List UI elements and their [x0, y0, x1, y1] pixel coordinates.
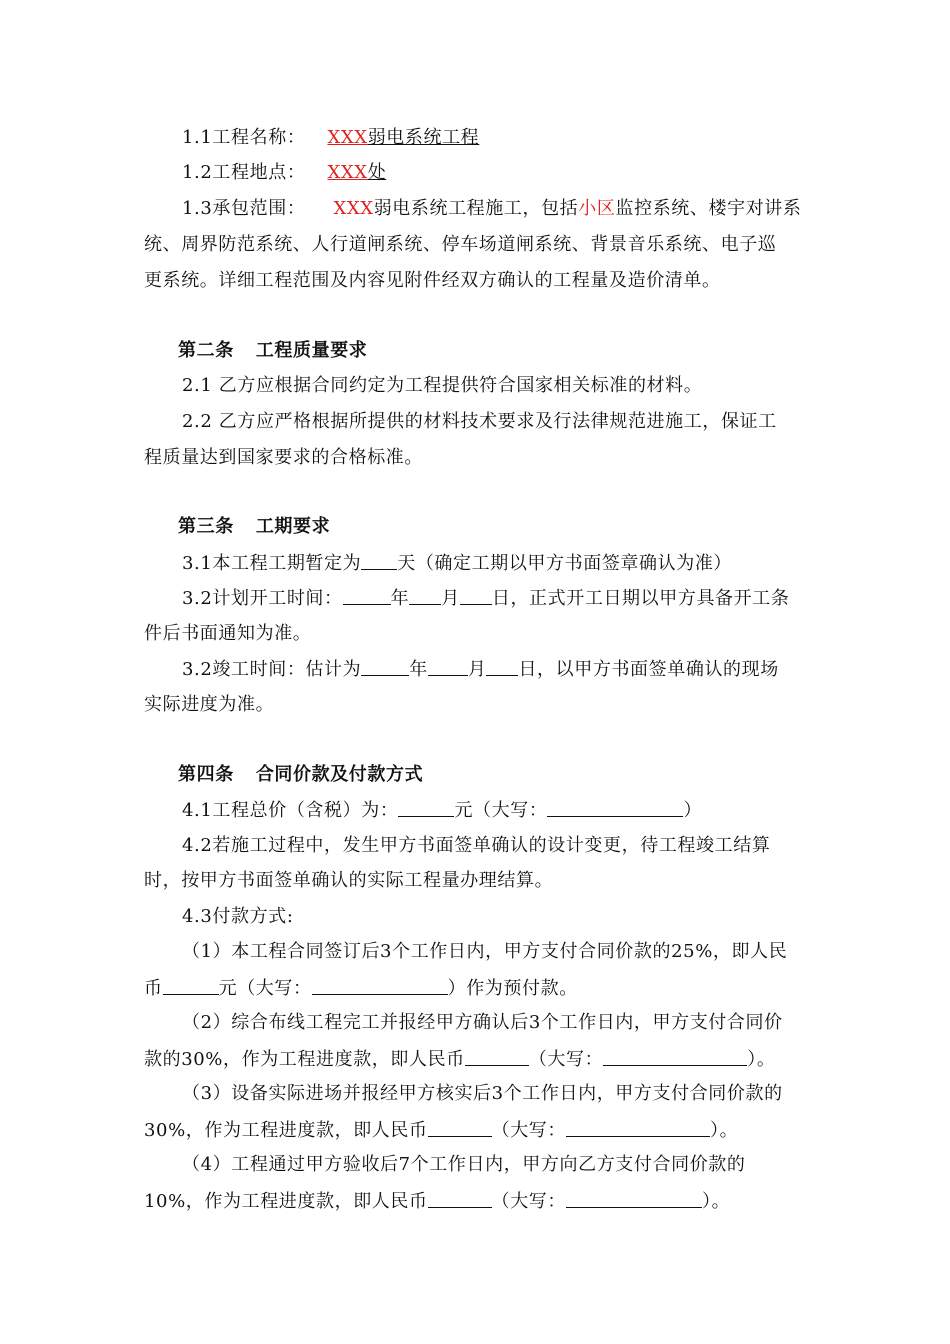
- payment-1-line-2: [144, 976, 578, 1001]
- payment-2-line-1: （2）综合布线工程完工并报经甲方确认后3个工作日内，甲方支付合同价: [182, 1012, 783, 1033]
- payment-4-words-blank: [566, 1189, 702, 1208]
- completion-day-text: 日，以甲方书面签单确认的现场: [518, 659, 779, 680]
- project-name-line: [182, 126, 479, 150]
- clause-2-2-line-1: 2.2 乙方应严格根据所提供的材料技术要求及行法律规范进施工，保证工: [182, 411, 777, 432]
- article-3-number: 第三条: [178, 516, 234, 537]
- scope-text-a: 弱电系统工程施工，包括: [373, 198, 579, 219]
- project-location-label: 1.2工程地点：: [182, 162, 306, 183]
- clause-3-3-line-2: 实际进度为准。: [144, 694, 275, 715]
- payment-1-line-1: （1）本工程合同签订后3个工作日内，甲方支付合同价款的25%，即人民: [182, 941, 788, 962]
- start-month-unit: 月: [441, 588, 460, 609]
- scope-text-b: 监控系统、楼宇对讲系: [615, 198, 802, 219]
- project-location-placeholder: XXX: [327, 162, 368, 183]
- article-3-title: 工期要求: [255, 516, 331, 537]
- completion-year-unit: 年: [409, 659, 428, 680]
- start-time-label: 3.2计划开工时间：: [182, 588, 343, 609]
- payment-3-line-1: （3）设备实际进场并报经甲方核实后3个工作日内，甲方支付合同价款的: [182, 1083, 783, 1104]
- scope-line-3: 更系统。详细工程范围及内容见附件经双方确认的工程量及造价清单。: [144, 270, 721, 291]
- total-price-blank: [398, 798, 454, 817]
- payment-4-text: 10%，作为工程进度款，即人民币: [144, 1191, 428, 1212]
- payment-2-text: 款的30%，作为工程进度款，即人民币: [144, 1049, 465, 1070]
- duration-days-blank: [361, 551, 397, 570]
- clause-4-3: 4.3付款方式:: [182, 906, 294, 927]
- payment-3-amount-blank: [428, 1118, 492, 1137]
- clause-4-2-line-1: 4.2若施工过程中，发生甲方书面签单确认的设计变更，待工程竣工结算: [182, 835, 771, 856]
- payment-3-line-2: [144, 1118, 738, 1143]
- clause-3-1-text-b: 天（确定工期以甲方书面签章确认为准）: [397, 553, 733, 574]
- completion-time-label: 3.2竣工时间：估计为: [182, 659, 362, 680]
- payment-1-suffix: ）作为预付款。: [447, 978, 578, 999]
- payment-3-words-blank: [566, 1118, 710, 1137]
- project-name-placeholder: XXX: [327, 127, 368, 148]
- payment-4-line-1: （4）工程通过甲方验收后7个工作日内，甲方向乙方支付合同价款的: [182, 1154, 746, 1175]
- payment-1-amount-blank: [163, 976, 219, 995]
- total-price-label: 4.1工程总价（含税）为：: [182, 800, 399, 821]
- payment-3-text: 30%，作为工程进度款，即人民币: [144, 1120, 428, 1141]
- clause-2-1: 2.1 乙方应根据合同约定为工程提供符合国家相关标准的材料。: [182, 375, 703, 396]
- start-month-blank: [409, 586, 441, 605]
- payment-4-amount-blank: [428, 1189, 492, 1208]
- start-year-blank: [343, 586, 391, 605]
- payment-2-amount-blank: [465, 1047, 529, 1066]
- article-2-title: 工程质量要求: [255, 340, 368, 361]
- completion-year-blank: [361, 657, 409, 676]
- clause-2-2-line-2: 程质量达到国家要求的合格标准。: [144, 447, 423, 468]
- article-2-number: 第二条: [178, 340, 234, 361]
- payment-1-words-blank: [312, 976, 448, 995]
- payment-4-line-2: [144, 1189, 730, 1214]
- completion-month-blank: [428, 657, 468, 676]
- total-price-words-blank: [547, 798, 683, 817]
- payment-4-suffix: ）。: [702, 1191, 731, 1212]
- scope-placeholder: XXX: [333, 198, 374, 219]
- scope-line-2: 统、周界防范系统、人行道闸系统、停车场道闸系统、背景音乐系统、电子巡: [144, 234, 777, 255]
- payment-3-words-label: （大写：: [491, 1120, 567, 1141]
- total-price-close: ）: [683, 800, 703, 821]
- payment-2-suffix: ）。: [747, 1049, 776, 1070]
- project-name-label: 1.1工程名称：: [182, 127, 306, 148]
- clause-3-2-line-1: [182, 586, 789, 611]
- article-3-heading: [178, 515, 330, 539]
- payment-2-words-label: （大写：: [528, 1049, 604, 1070]
- completion-month-unit: 月: [467, 659, 487, 680]
- payment-3-suffix: ）。: [710, 1120, 739, 1141]
- start-day-blank: [460, 586, 492, 605]
- clause-4-2-line-2: 时，按甲方书面签单确认的实际工程量办理结算。: [144, 870, 554, 891]
- article-2-heading: [178, 339, 367, 363]
- payment-1-currency: 币: [144, 978, 163, 999]
- project-name-value: 弱电系统工程: [367, 127, 480, 148]
- project-location-value: 处: [367, 162, 387, 183]
- clause-3-3-line-1: [182, 657, 779, 682]
- article-4-number: 第四条: [178, 764, 234, 785]
- payment-2-line-2: [144, 1047, 775, 1072]
- clause-3-2-line-2: 件后书面通知为准。: [144, 623, 312, 644]
- scope-line-1: [182, 197, 802, 221]
- scope-highlight: 小区: [578, 198, 616, 219]
- project-location-line: [182, 161, 386, 185]
- payment-2-words-blank: [603, 1047, 747, 1066]
- start-year-unit: 年: [390, 588, 410, 609]
- article-4-title: 合同价款及付款方式: [255, 764, 424, 785]
- start-day-text: 日，正式开工日期以甲方具备开工条: [491, 588, 790, 609]
- scope-label: 1.3承包范围：: [182, 198, 306, 219]
- clause-4-1: [182, 798, 702, 823]
- article-4-heading: [178, 763, 423, 787]
- clause-3-1-text-a: 3.1本工程工期暂定为: [182, 553, 362, 574]
- payment-1-unit: 元（大写：: [218, 978, 312, 999]
- clause-3-1: [182, 551, 732, 576]
- completion-day-blank: [486, 657, 518, 676]
- total-price-unit: 元（大写：: [454, 800, 548, 821]
- payment-4-words-label: （大写：: [491, 1191, 567, 1212]
